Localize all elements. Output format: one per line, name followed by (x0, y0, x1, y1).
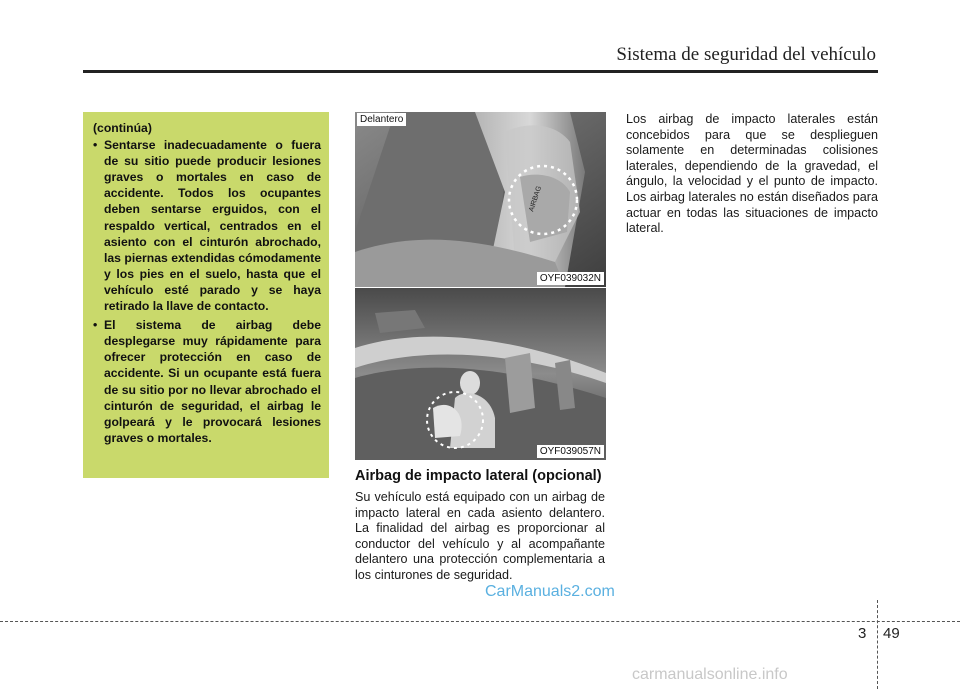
interior-illustration (355, 288, 606, 460)
interior-airbag-figure (355, 288, 606, 460)
warning-item: • El sistema de airbag debe desplegarse muy rápidamente para ofrecer protección en caso de accidente. Si un ocupante está fuera de su sitio por no llevar abrochado el cinturón de seguridad, el airbag le golpeará y le provocará lesiones graves o mortales. (91, 317, 321, 446)
footer-divider (877, 600, 878, 689)
figure-code: OYF039032N (537, 272, 604, 285)
header-rule (83, 70, 878, 73)
figure-code: OYF039057N (537, 445, 604, 458)
watermark-link[interactable]: CarManuals2.com (485, 583, 615, 600)
warning-item: • Sentarse inadecuadamente o fuera de su sitio puede producir lesiones graves o mortales en caso de accidente. Todos los ocupantes deben sentarse erguidos, con el respaldo vertical, centrados en el asiento con el cinturón abrochado, las piernas extendidas cómodamente y los pies en el suelo, hasta que el vehículo esté parado y se haya retirado la llave de contacto. (91, 137, 321, 314)
right-column-body: Los airbag de impacto laterales están concebidos para que se desplieguen solamente en determinadas colisiones laterales, dependiendo de la gravedad, el ángulo, la velocidad y el punto de impacto. Los airbag laterales no están diseñados para actuar en todas las situaciones de impacto lateral. (626, 112, 878, 236)
airbag-seat-label: AIRBAG (528, 185, 544, 213)
chapter-number: 3 (858, 625, 867, 642)
warning-list (91, 137, 321, 446)
footer-site-link[interactable]: carmanualsonline.info (632, 666, 788, 683)
warning-box (83, 112, 329, 478)
seat-airbag-figure (355, 112, 606, 287)
page-header-title: Sistema de seguridad del vehículo (616, 44, 876, 65)
footer-rule (0, 621, 960, 622)
page-number: 49 (883, 625, 900, 642)
section-heading: Airbag de impacto lateral (opcional) (355, 468, 602, 484)
seat-illustration (355, 112, 606, 287)
warning-continued-label: (continúa) (93, 121, 152, 135)
figure-front-label: Delantero (357, 113, 406, 126)
section-body: Su vehículo está equipado con un airbag de impacto lateral en cada asiento delantero. La finalidad del airbag es proporcionar al conductor del vehículo y al acompañante delantero una protección complementaria a los cinturones de seguridad. (355, 490, 605, 582)
